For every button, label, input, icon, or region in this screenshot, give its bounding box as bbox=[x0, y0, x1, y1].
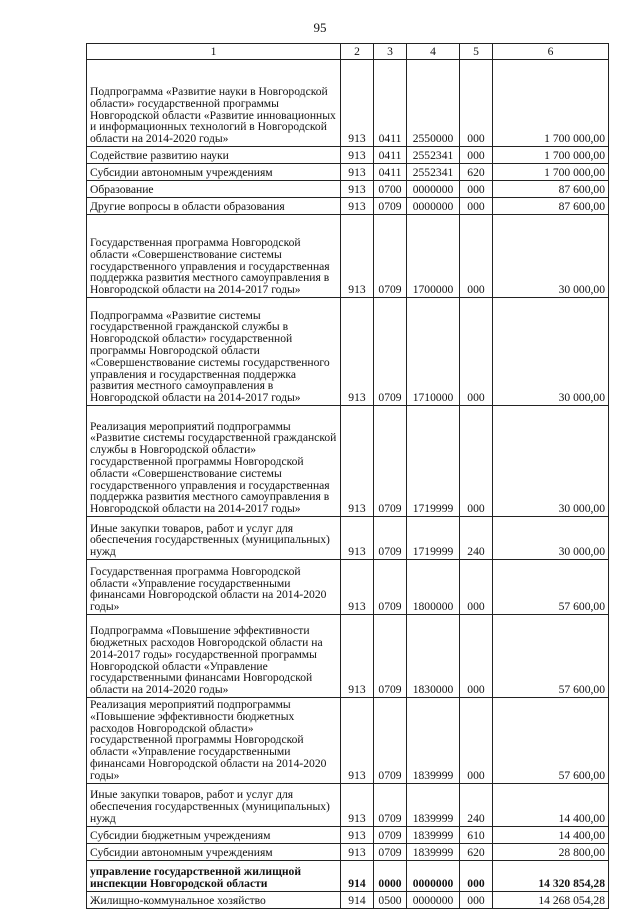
page-number: 95 bbox=[313, 20, 327, 35]
row-name: Реализация мероприятий подпрограммы «Повышение эффективности бюджетных расходов Новгородской области» государственной программы Новгородской области «Управление государственными финансами Новгородской области на 2014-2020 годы» bbox=[87, 698, 341, 784]
row-amount: 1 700 000,00 bbox=[493, 60, 609, 147]
row-target-code: 1719999 bbox=[407, 406, 460, 517]
table-header-row bbox=[87, 44, 609, 60]
row-expense-type-code: 000 bbox=[460, 60, 493, 147]
row-name: Другие вопросы в области образования bbox=[87, 198, 341, 215]
table-row bbox=[87, 826, 609, 843]
row-target-code: 1800000 bbox=[407, 560, 460, 615]
row-expense-type-code: 620 bbox=[460, 843, 493, 860]
row-name: Субсидии автономным учреждениям bbox=[87, 843, 341, 860]
row-target-code: 0000000 bbox=[407, 198, 460, 215]
row-ministry-code: 913 bbox=[341, 298, 374, 406]
row-amount: 87 600,00 bbox=[493, 198, 609, 215]
row-section-code: 0709 bbox=[374, 198, 407, 215]
table-row bbox=[87, 215, 609, 298]
table-row bbox=[87, 147, 609, 164]
row-target-code: 1839999 bbox=[407, 826, 460, 843]
row-section-code: 0411 bbox=[374, 60, 407, 147]
row-expense-type-code: 000 bbox=[460, 860, 493, 891]
row-expense-type-code: 240 bbox=[460, 783, 493, 826]
row-name: Подпрограмма «Развитие системы государственной гражданской службы в Новгородской области» государственной программы Новгородской области «Совершенствование системы государственного управления и государственная поддержка развития местного самоуправления в Новгородской области на 2014-2017 годы» bbox=[87, 298, 341, 406]
row-expense-type-code: 000 bbox=[460, 891, 493, 908]
row-ministry-code: 913 bbox=[341, 615, 374, 698]
row-amount: 30 000,00 bbox=[493, 406, 609, 517]
column-header: 1 bbox=[87, 44, 341, 60]
row-ministry-code: 913 bbox=[341, 164, 374, 181]
row-target-code: 0000000 bbox=[407, 181, 460, 198]
row-section-code: 0500 bbox=[374, 891, 407, 908]
row-amount: 14 400,00 bbox=[493, 783, 609, 826]
row-expense-type-code: 620 bbox=[460, 164, 493, 181]
row-name: Содействие развитию науки bbox=[87, 147, 341, 164]
table-row bbox=[87, 843, 609, 860]
row-target-code: 1839999 bbox=[407, 698, 460, 784]
row-ministry-code: 913 bbox=[341, 698, 374, 784]
row-expense-type-code: 610 bbox=[460, 826, 493, 843]
row-amount: 57 600,00 bbox=[493, 698, 609, 784]
row-target-code: 1830000 bbox=[407, 615, 460, 698]
row-ministry-code: 913 bbox=[341, 147, 374, 164]
table-row bbox=[87, 860, 609, 891]
row-ministry-code: 913 bbox=[341, 406, 374, 517]
row-section-code: 0709 bbox=[374, 615, 407, 698]
row-target-code: 1839999 bbox=[407, 783, 460, 826]
row-target-code: 1839999 bbox=[407, 843, 460, 860]
row-ministry-code: 913 bbox=[341, 826, 374, 843]
budget-table bbox=[86, 43, 609, 909]
row-section-code: 0000 bbox=[374, 860, 407, 891]
row-target-code: 0000000 bbox=[407, 891, 460, 908]
row-section-code: 0709 bbox=[374, 298, 407, 406]
row-section-code: 0709 bbox=[374, 560, 407, 615]
row-section-code: 0709 bbox=[374, 783, 407, 826]
row-name: Субсидии бюджетным учреждениям bbox=[87, 826, 341, 843]
table-row bbox=[87, 783, 609, 826]
row-ministry-code: 914 bbox=[341, 891, 374, 908]
row-name: Подпрограмма «Развитие науки в Новгородской области» государственной программы Новгородской области «Развитие инновационных и информационных технологий в Новгородской области на 2014-2020 годы» bbox=[87, 60, 341, 147]
row-section-code: 0709 bbox=[374, 215, 407, 298]
row-section-code: 0709 bbox=[374, 826, 407, 843]
row-amount: 30 000,00 bbox=[493, 517, 609, 560]
row-amount: 14 268 054,28 bbox=[493, 891, 609, 908]
row-target-code: 1710000 bbox=[407, 298, 460, 406]
table-row bbox=[87, 698, 609, 784]
row-name: Государственная программа Новгородской области «Совершенствование системы государственного управления и государственная поддержка развития местного самоуправления в Новгородской области на 2014-2017 годы» bbox=[87, 215, 341, 298]
row-ministry-code: 913 bbox=[341, 517, 374, 560]
table-row bbox=[87, 406, 609, 517]
row-ministry-code: 914 bbox=[341, 860, 374, 891]
row-target-code: 2552341 bbox=[407, 147, 460, 164]
row-expense-type-code: 000 bbox=[460, 615, 493, 698]
row-expense-type-code: 000 bbox=[460, 215, 493, 298]
row-section-code: 0709 bbox=[374, 406, 407, 517]
row-section-code: 0709 bbox=[374, 517, 407, 560]
table-row bbox=[87, 615, 609, 698]
row-ministry-code: 913 bbox=[341, 843, 374, 860]
row-name: Иные закупки товаров, работ и услуг для обеспечения государственных (муниципальных) нужд bbox=[87, 517, 341, 560]
row-ministry-code: 913 bbox=[341, 60, 374, 147]
row-ministry-code: 913 bbox=[341, 181, 374, 198]
row-name: Субсидии автономным учреждениям bbox=[87, 164, 341, 181]
row-name: Государственная программа Новгородской области «Управление государственными финансами Новгородской области на 2014-2020 годы» bbox=[87, 560, 341, 615]
row-amount: 87 600,00 bbox=[493, 181, 609, 198]
row-name: Реализация мероприятий подпрограммы «Развитие системы государственной гражданской службы в Новгородской области» государственной программы Новгородской области «Совершенствование системы государственного управления и государственная поддержка развития местного самоуправления в Новгородской области на 2014-2017 годы» bbox=[87, 406, 341, 517]
table-row bbox=[87, 891, 609, 908]
row-section-code: 0709 bbox=[374, 698, 407, 784]
column-header: 6 bbox=[493, 44, 609, 60]
row-amount: 1 700 000,00 bbox=[493, 147, 609, 164]
row-name: Образование bbox=[87, 181, 341, 198]
row-ministry-code: 913 bbox=[341, 198, 374, 215]
row-name: управление государственной жилищной инспекции Новгородской области bbox=[87, 860, 341, 891]
column-header: 3 bbox=[374, 44, 407, 60]
row-ministry-code: 913 bbox=[341, 215, 374, 298]
column-header: 4 bbox=[407, 44, 460, 60]
row-amount: 57 600,00 bbox=[493, 615, 609, 698]
row-amount: 28 800,00 bbox=[493, 843, 609, 860]
row-amount: 57 600,00 bbox=[493, 560, 609, 615]
table-row bbox=[87, 164, 609, 181]
row-expense-type-code: 000 bbox=[460, 406, 493, 517]
row-expense-type-code: 000 bbox=[460, 298, 493, 406]
column-header: 5 bbox=[460, 44, 493, 60]
row-expense-type-code: 000 bbox=[460, 147, 493, 164]
table-row bbox=[87, 181, 609, 198]
row-amount: 30 000,00 bbox=[493, 215, 609, 298]
table-row bbox=[87, 517, 609, 560]
row-target-code: 0000000 bbox=[407, 860, 460, 891]
row-section-code: 0411 bbox=[374, 147, 407, 164]
row-amount: 1 700 000,00 bbox=[493, 164, 609, 181]
row-expense-type-code: 240 bbox=[460, 517, 493, 560]
table-row bbox=[87, 198, 609, 215]
row-target-code: 1719999 bbox=[407, 517, 460, 560]
row-amount: 30 000,00 bbox=[493, 298, 609, 406]
table-row bbox=[87, 298, 609, 406]
row-target-code: 2552341 bbox=[407, 164, 460, 181]
row-section-code: 0700 bbox=[374, 181, 407, 198]
row-ministry-code: 913 bbox=[341, 783, 374, 826]
row-expense-type-code: 000 bbox=[460, 198, 493, 215]
row-name: Жилищно-коммунальное хозяйство bbox=[87, 891, 341, 908]
row-expense-type-code: 000 bbox=[460, 698, 493, 784]
column-header: 2 bbox=[341, 44, 374, 60]
row-name: Иные закупки товаров, работ и услуг для обеспечения государственных (муниципальных) нужд bbox=[87, 783, 341, 826]
row-amount: 14 400,00 bbox=[493, 826, 609, 843]
row-section-code: 0709 bbox=[374, 843, 407, 860]
row-ministry-code: 913 bbox=[341, 560, 374, 615]
row-target-code: 1700000 bbox=[407, 215, 460, 298]
row-amount: 14 320 854,28 bbox=[493, 860, 609, 891]
row-target-code: 2550000 bbox=[407, 60, 460, 147]
row-expense-type-code: 000 bbox=[460, 560, 493, 615]
row-name: Подпрограмма «Повышение эффективности бюджетных расходов Новгородской области на 2014-2017 годы» государственной программы Новгородской области «Управление государственными финансами Новгородской области на 2014-2020 годы» bbox=[87, 615, 341, 698]
table-row bbox=[87, 560, 609, 615]
table-row bbox=[87, 60, 609, 147]
row-expense-type-code: 000 bbox=[460, 181, 493, 198]
row-section-code: 0411 bbox=[374, 164, 407, 181]
